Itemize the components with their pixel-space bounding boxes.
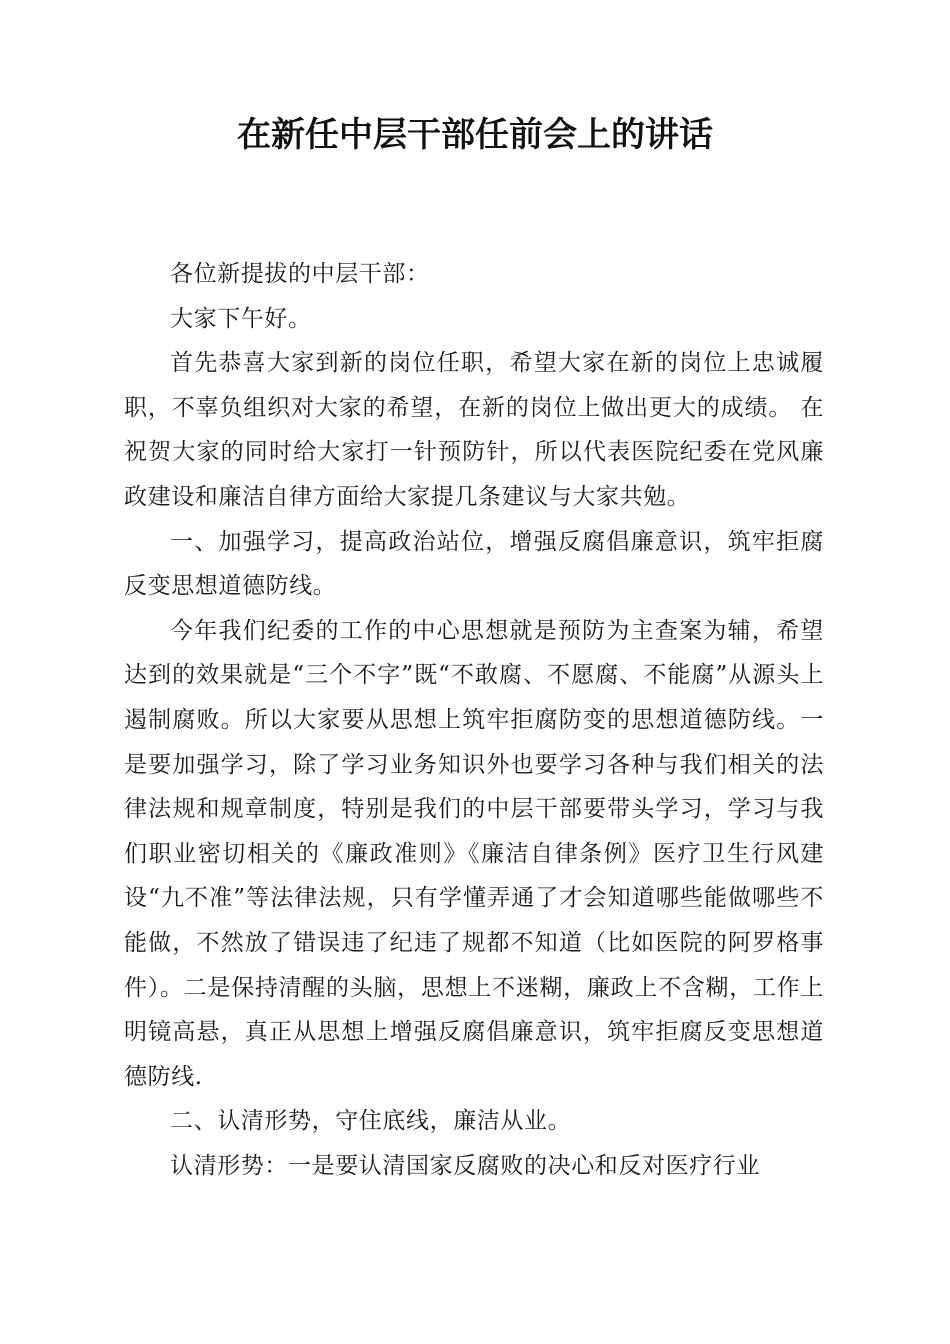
paragraph-intro: 首先恭喜大家到新的岗位任职，希望大家在新的岗位上忠诚履职，不辜负组织对大家的希望，在新的岗位上做出更大的成绩。 在祝贺大家的同时给大家打一针预防针，所以代表医院纪委在党风廉政建设和廉洁自律方面给大家提几条建议与大家共勉。: [124, 350, 824, 510]
document-body: [124, 252, 824, 1188]
section-heading-1: 一、加强学习，提高政治站位，增强反腐倡廉意识，筑牢拒腐反变思想道德防线。: [124, 528, 824, 600]
document-title: 在新任中层干部任前会上的讲话: [237, 115, 713, 155]
greeting: 大家下午好。: [170, 305, 312, 332]
salutation: 各位新提拔的中层干部：: [170, 261, 430, 287]
section-heading-2: 二、认清形势，守住底线，廉洁从业。: [170, 1108, 572, 1135]
paragraph-section-2: 认清形势：一是要认清国家反腐败的决心和反对医疗行业: [170, 1152, 760, 1179]
paragraph-section-1: 今年我们纪委的工作的中心思想就是预防为主查案为辅，希望达到的效果就是“三个不字”既“不敢腐、不愿腐、不能腐”从源头上遏制腐败。所以大家要从思想上筑牢拒腐防变的思想道德防线。一是要加强学习，除了学习业务知识外也要学习各种与我们相关的法律法规和规章制度，特别是我们的中层干部要带头学习，学习与我们职业密切相关的《廉政准则》《廉洁自律条例》医疗卫生行风建设“九不准”等法律法规，只有学懂弄通了才会知道哪些能做哪些不能做，不然放了错误违了纪违了规都不知道（比如医院的阿罗格事件）。二是保持清醒的头脑，思想上不迷糊，廉政上不含糊，工作上明镜高悬，真正从思想上增强反腐倡廉意识，筑牢拒腐反变思想道德防线.: [124, 617, 824, 1090]
